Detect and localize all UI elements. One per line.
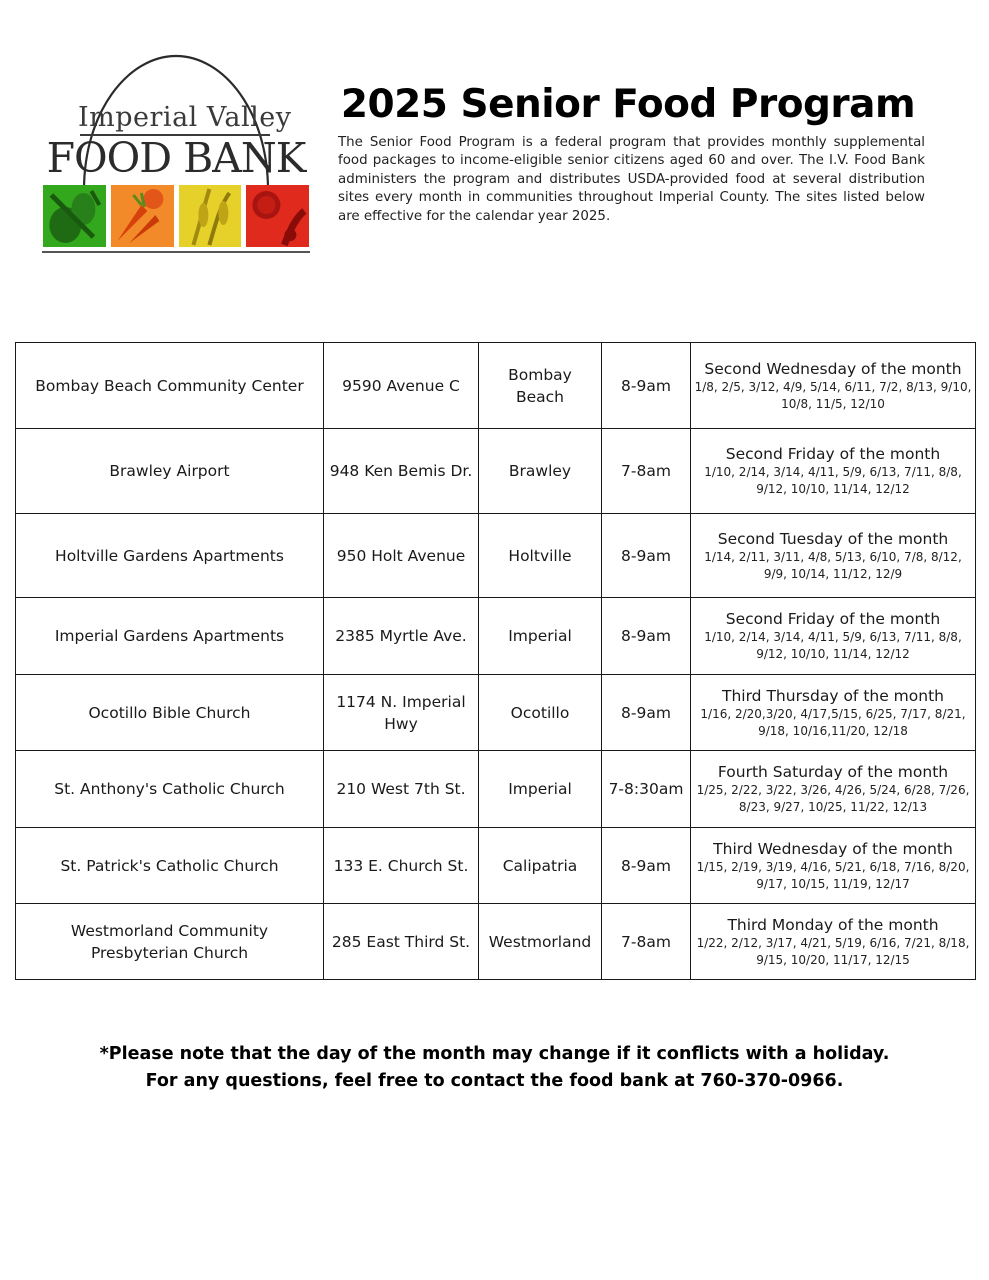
schedule-rule: Fourth Saturday of the month (717, 763, 949, 781)
site-row (16, 514, 976, 598)
site-time-cell: 8-9am (602, 675, 691, 751)
schedule-rule: Third Monday of the month (727, 915, 939, 934)
schedule-dates: 1/10, 2/14, 3/14, 4/11, 5/9, 6/13, 7/11, 8/8, 9/12, 10/10, 11/14, 12/12 (704, 465, 962, 496)
distribution-sites-table (15, 342, 976, 980)
schedule-rule: Second Friday of the month (725, 610, 941, 628)
site-time-cell: 7-8am (602, 429, 691, 514)
intro-paragraph: The Senior Food Program is a federal program that provides monthly supplemental food packages to income-eligible senior citizens aged 60 and over. The I.V. Food Bank administers the program and distributes USDA-provided food at several distribution sites every month in communities throughout Imperial County. The sites listed below are effective for the calendar year 2025. (338, 135, 925, 224)
schedule-rule: Second Wednesday of the month (704, 359, 962, 378)
site-time-cell: 8-9am (602, 514, 691, 598)
site-schedule-cell (691, 514, 976, 598)
logo-baseline (42, 251, 310, 253)
site-address-cell: 285 East Third St. (324, 904, 479, 980)
footnote-holiday-note: *Please note that the day of the month may change if it conflicts with a holiday. (99, 1044, 890, 1064)
site-name-cell: St. Patrick's Catholic Church (16, 828, 324, 904)
schedule-rule: Third Wednesday of the month (713, 839, 953, 858)
site-city-cell: Holtville (479, 514, 602, 598)
schedule-dates: 1/15, 2/19, 3/19, 4/16, 5/21, 6/18, 7/16, 8/20, 9/17, 10/15, 11/19, 12/17 (696, 859, 970, 891)
site-address-cell: 133 E. Church St. (324, 828, 479, 904)
holiday-footnote (0, 1041, 989, 1095)
schedule-dates: 1/25, 2/22, 3/22, 3/26, 4/26, 5/24, 6/28, 7/26, 8/23, 9/27, 10/25, 11/22, 12/13 (696, 783, 970, 814)
schedule-dates: 1/14, 2/11, 3/11, 4/8, 5/13, 6/10, 7/8, 8/12, 9/9, 10/14, 11/12, 12/9 (704, 549, 962, 581)
schedule-rule: Second Friday of the month (725, 445, 941, 463)
site-time-cell: 8-9am (602, 598, 691, 675)
site-city-cell: Imperial (479, 598, 602, 675)
site-row (16, 429, 976, 514)
logo-imperial-valley-text: Imperial Valley (78, 102, 292, 133)
site-row (16, 751, 976, 828)
schedule-dates: 1/22, 2/12, 3/17, 4/21, 5/19, 6/16, 7/21, 8/18, 9/15, 10/20, 11/17, 12/15 (696, 935, 970, 967)
site-address-cell: 210 West 7th St. (324, 751, 479, 828)
footnote-contact-note: For any questions, feel free to contact the food bank at 760-370-0966. (145, 1071, 844, 1091)
schedule-dates: 1/10, 2/14, 3/14, 4/11, 5/9, 6/13, 7/11, 8/8, 9/12, 10/10, 11/14, 12/12 (704, 630, 962, 661)
site-schedule-cell (691, 343, 976, 429)
site-address-cell: 948 Ken Bemis Dr. (324, 429, 479, 514)
site-address-cell: 950 Holt Avenue (324, 514, 479, 598)
site-city-cell: Calipatria (479, 828, 602, 904)
greens-tile-icon (43, 185, 106, 247)
site-schedule-cell (691, 751, 976, 828)
schedule-dates: 1/8, 2/5, 3/12, 4/9, 5/14, 6/11, 7/2, 8/13, 9/10, 10/8, 11/5, 12/10 (694, 379, 972, 411)
site-time-cell: 7-8:30am (602, 751, 691, 828)
site-schedule-cell (691, 904, 976, 980)
site-city-cell: Bombay Beach (479, 343, 602, 429)
site-name-cell: Bombay Beach Community Center (16, 343, 324, 429)
site-address-cell: 2385 Myrtle Ave. (324, 598, 479, 675)
site-row (16, 904, 976, 980)
page-title: 2025 Senior Food Program (340, 82, 916, 127)
grain-tile-icon (179, 185, 242, 247)
logo-produce-tiles (43, 185, 309, 247)
site-time-cell: 7-8am (602, 904, 691, 980)
site-address-cell: 1174 N. Imperial Hwy (324, 675, 479, 751)
site-schedule-cell (691, 675, 976, 751)
site-name-cell: Westmorland Community Presbyterian Church (16, 904, 324, 980)
site-name-cell: St. Anthony's Catholic Church (16, 751, 324, 828)
logo-food-bank-text: FOOD BANK (46, 134, 306, 182)
site-city-cell: Ocotillo (479, 675, 602, 751)
carrots-tile-icon (111, 185, 174, 247)
site-schedule-cell (691, 828, 976, 904)
site-time-cell: 8-9am (602, 343, 691, 429)
schedule-rule: Second Tuesday of the month (717, 529, 949, 548)
site-name-cell: Imperial Gardens Apartments (16, 598, 324, 675)
schedule-rule: Third Thursday of the month (721, 686, 944, 705)
site-row (16, 343, 976, 429)
site-address-cell: 9590 Avenue C (324, 343, 479, 429)
site-row (16, 675, 976, 751)
site-city-cell: Westmorland (479, 904, 602, 980)
site-city-cell: Brawley (479, 429, 602, 514)
site-name-cell: Brawley Airport (16, 429, 324, 514)
food-bank-logo (40, 52, 312, 257)
site-time-cell: 8-9am (602, 828, 691, 904)
site-city-cell: Imperial (479, 751, 602, 828)
site-schedule-cell (691, 429, 976, 514)
peppers-tile-icon (246, 185, 309, 247)
site-schedule-cell (691, 598, 976, 675)
site-row (16, 598, 976, 675)
site-name-cell: Holtville Gardens Apartments (16, 514, 324, 598)
site-name-cell: Ocotillo Bible Church (16, 675, 324, 751)
site-row (16, 828, 976, 904)
schedule-dates: 1/16, 2/20,3/20, 4/17,5/15, 6/25, 7/17, 8/21, 9/18, 10/16,11/20, 12/18 (700, 706, 966, 738)
